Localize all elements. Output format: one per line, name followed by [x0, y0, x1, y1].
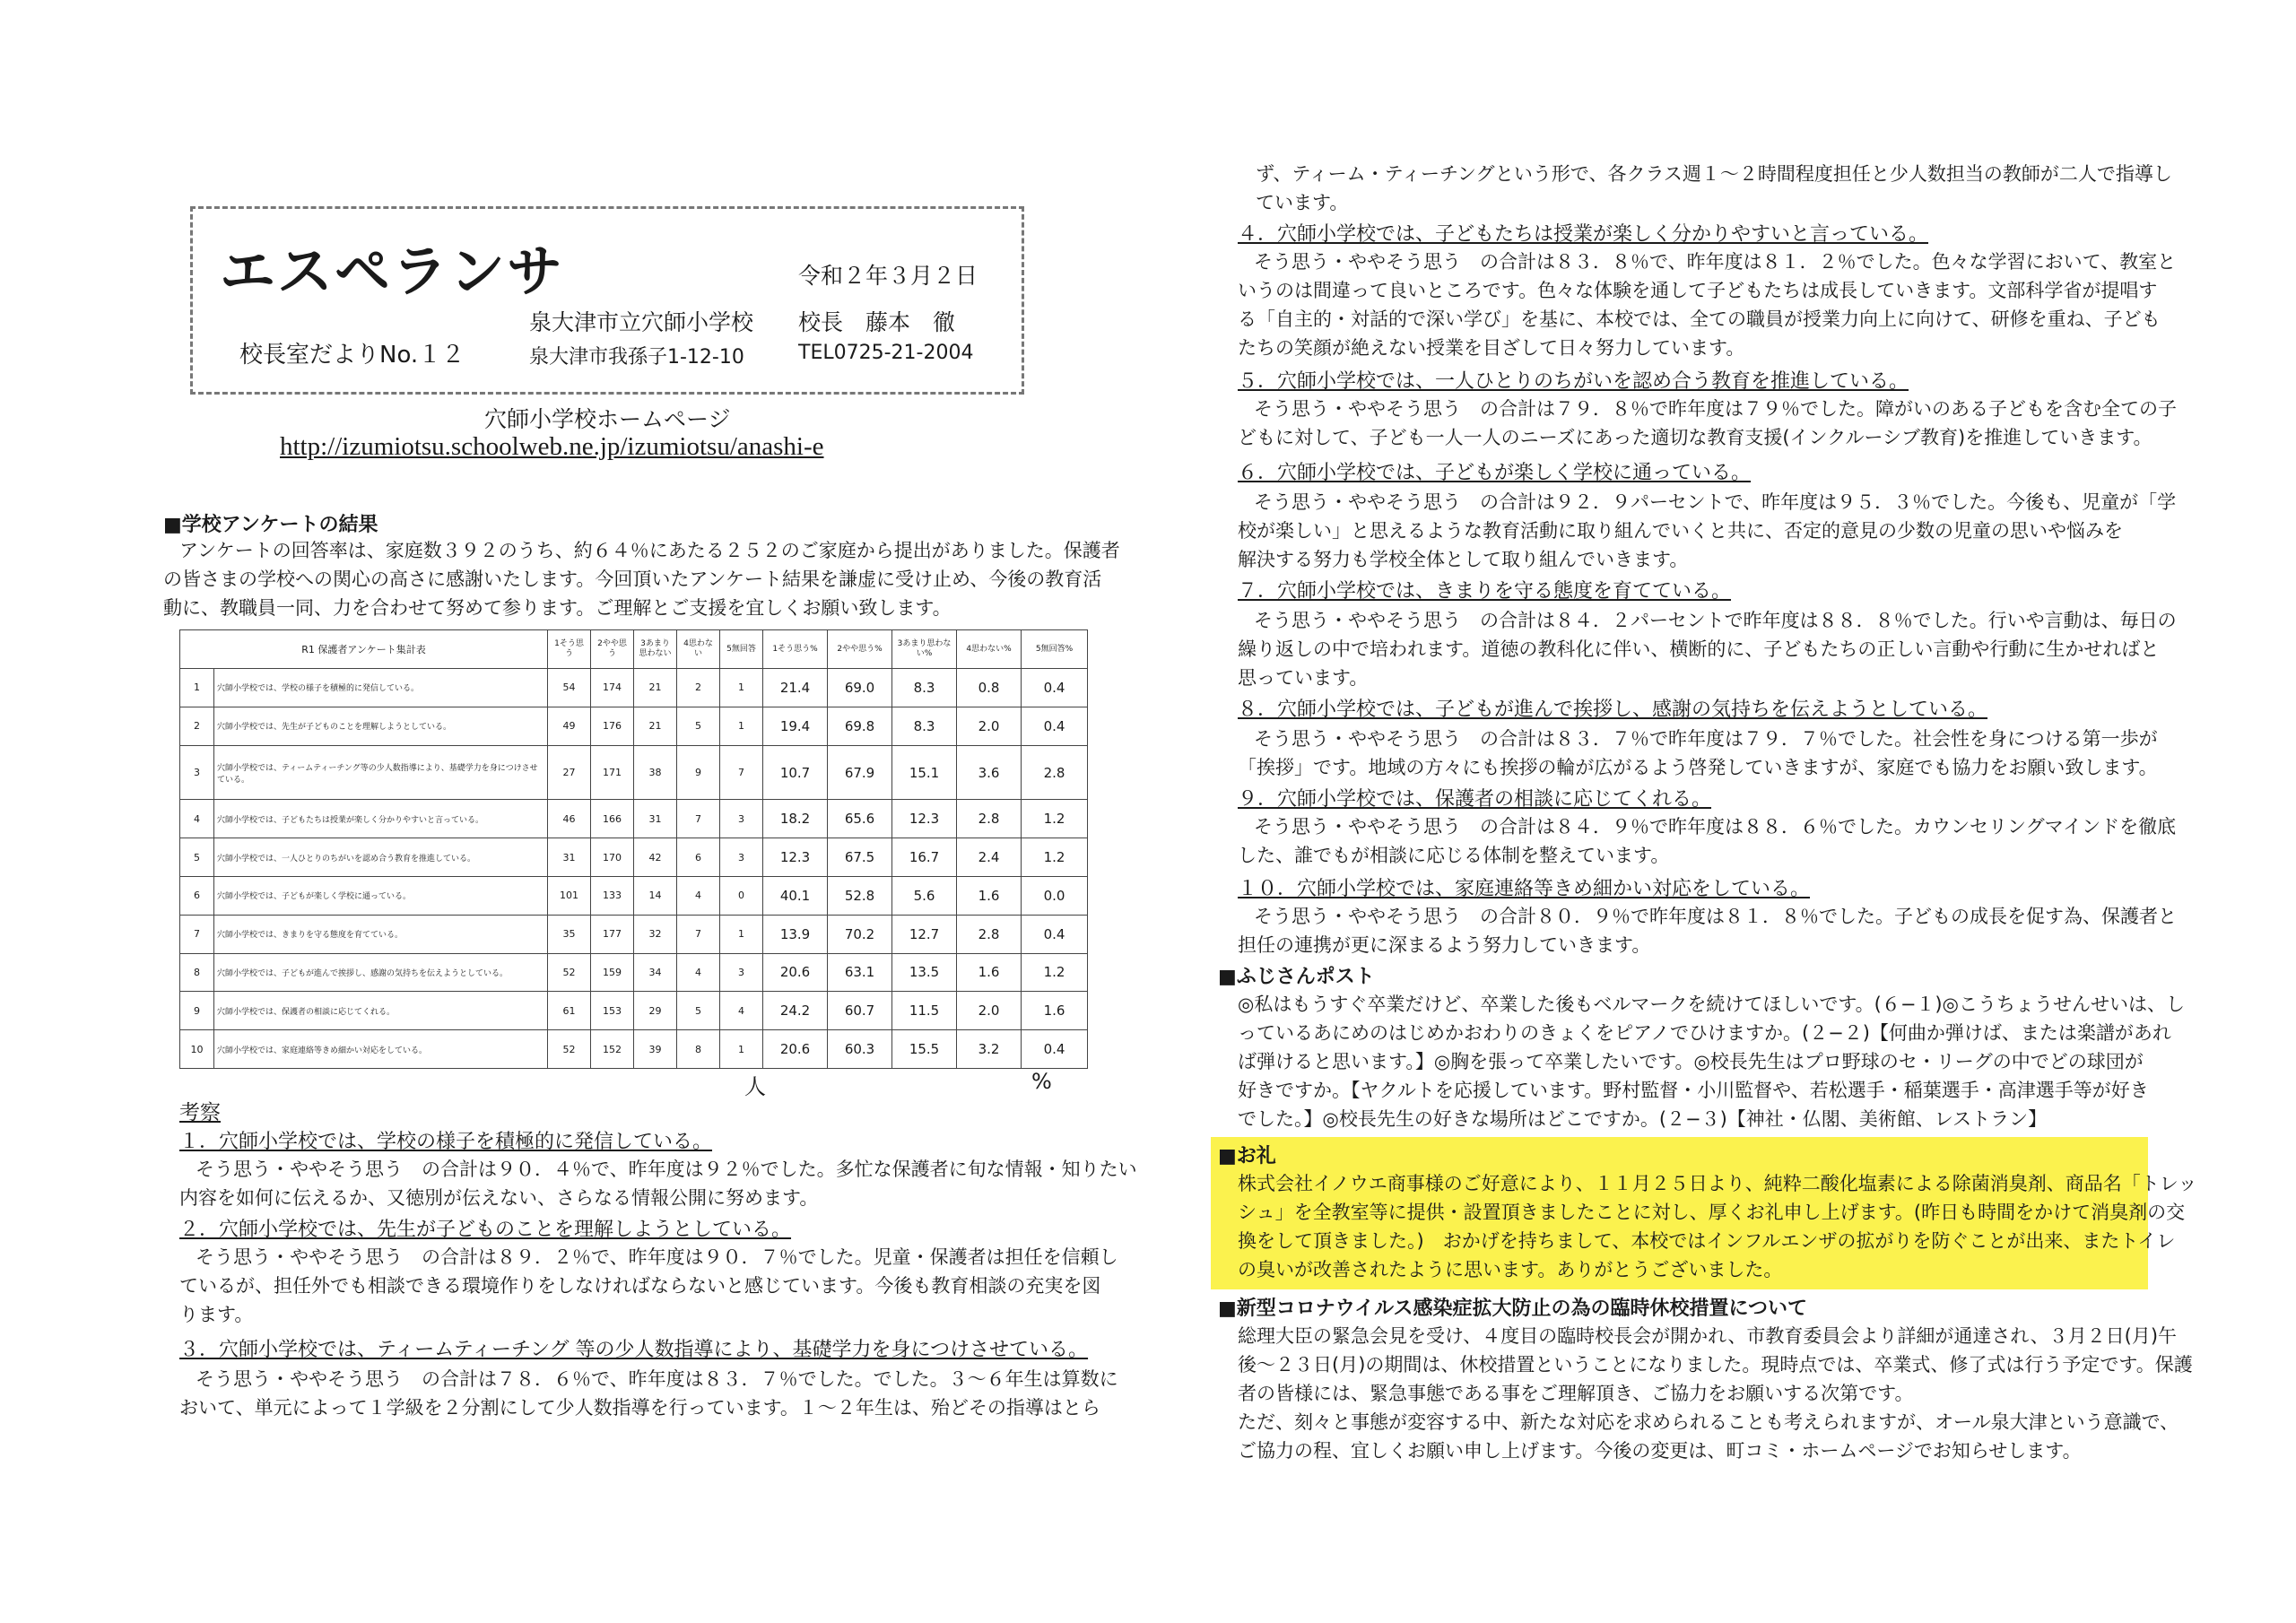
count-cell: 21 [634, 669, 677, 707]
count-cell: 7 [720, 745, 763, 800]
school-tel: TEL0725-21-2004 [798, 342, 974, 364]
percent-cell: 52.8 [828, 877, 892, 916]
fujisan-line: ◎私はもうすぐ卒業だけど、卒業した後もベルマークを続けてほしいです。(６−１)◎こうちょうせんせいは、し [1238, 994, 2185, 1015]
row-number-cell: 5 [180, 838, 214, 877]
percent-cell: 2.0 [957, 992, 1022, 1030]
survey-table [179, 629, 1088, 1069]
count-cell: 170 [591, 838, 634, 877]
table-header: 3あまり思わない% [892, 630, 957, 669]
item-heading: １．穴師小学校では、学校の様子を積極的に発信している。 [179, 1131, 713, 1153]
item-heading: ５．穴師小学校では、一人ひとりのちがいを認め合う教育を推進している。 [1238, 370, 1909, 393]
fujisan-line: っているあにめのはじめかおわりのきょくをピアノでひけますか。(２−２)【何曲か弾けば、または楽譜があれ [1238, 1022, 2171, 1044]
count-cell: 52 [548, 953, 591, 992]
unit-percent: % [1031, 1069, 1052, 1094]
item-line: そう思う・ややそう思う の合計は９０．４％で、昨年度は９２％でした。多忙な保護者に旬な情報・知りたい [196, 1159, 1137, 1180]
percent-cell: 5.6 [892, 877, 957, 916]
survey-intro-2: の皆さまの学校への関心の高さに感謝いたします。今回頂いたアンケート結果を謙虚に受け止め、今後の教育活 [163, 568, 1102, 590]
percent-cell: 16.7 [892, 838, 957, 877]
count-cell: 174 [591, 669, 634, 707]
count-cell: 159 [591, 953, 634, 992]
percent-cell: 20.6 [763, 953, 828, 992]
table-row [180, 669, 1088, 707]
percent-cell: 8.3 [892, 707, 957, 745]
percent-cell: 15.1 [892, 745, 957, 800]
item-line: そう思う・ややそう思う の合計は８３．８％で、昨年度は８１．２％でした。色々な学習において、教室と [1254, 251, 2177, 273]
thanks-line: 株式会社イノウエ商事様のご好意により、１１月２５日より、純粋二酸化塩素による除菌消臭剤、商品名「トレッ [1238, 1173, 2197, 1194]
percent-cell: 24.2 [763, 992, 828, 1030]
count-cell: 34 [634, 953, 677, 992]
percent-cell: 19.4 [763, 707, 828, 745]
percent-cell: 60.3 [828, 1030, 892, 1069]
item-line: いうのは間違って良いところです。色々な体験を通して子どもたちは成長していきます。文部科学省が提唱す [1238, 280, 2158, 301]
percent-cell: 63.1 [828, 953, 892, 992]
newsletter-header [190, 206, 1024, 395]
count-cell: 35 [548, 915, 591, 953]
percent-cell: 8.3 [892, 669, 957, 707]
count-cell: 4 [677, 953, 720, 992]
continued-line: ず、ティーム・ティーチングという形で、各クラス週１〜２時間程度担任と少人数担当の教師が二人で指導し [1256, 163, 2172, 185]
percent-cell: 1.6 [1022, 992, 1088, 1030]
row-number-cell: 2 [180, 707, 214, 745]
count-cell: 7 [677, 915, 720, 953]
count-cell: 52 [548, 1030, 591, 1069]
row-number-cell: 10 [180, 1030, 214, 1069]
percent-cell: 13.9 [763, 915, 828, 953]
item-line: おいて、単元によって１学級を２分割にして少人数指導を行っています。１〜２年生は、殆どその指導はとら [179, 1397, 1100, 1419]
percent-cell: 12.3 [892, 800, 957, 838]
count-cell: 7 [677, 800, 720, 838]
thanks-line: の臭いが改善されたように思います。ありがとうございました。 [1238, 1259, 1783, 1280]
question-cell: 穴師小学校では、家庭連絡等きめ細かい対応をしている。 [214, 1030, 548, 1069]
count-cell: 61 [548, 992, 591, 1030]
table-row [180, 707, 1088, 745]
percent-cell: 2.8 [957, 800, 1022, 838]
percent-cell: 1.6 [957, 953, 1022, 992]
survey-intro-1: アンケートの回答率は、家庭数３９２のうち、約６４％にあたる２５２のご家庭から提出がありました。保護者 [179, 540, 1120, 561]
count-cell: 29 [634, 992, 677, 1030]
percent-cell: 67.9 [828, 745, 892, 800]
item-line: どもに対して、子ども一人一人のニーズにあった適切な教育支援(インクルーシブ教育)を推進していきます。 [1238, 427, 2152, 448]
count-cell: 177 [591, 915, 634, 953]
item-line: そう思う・ややそう思う の合計８０．９％で昨年度は８１．８％でした。子どもの成長を促す為、保護者と [1254, 906, 2177, 927]
percent-cell: 12.3 [763, 838, 828, 877]
item-heading: ３．穴師小学校では、ティームティーチング 等の少人数指導により、基礎学力を身につけさせている。 [179, 1339, 1089, 1361]
item-heading: ４．穴師小学校では、子どもたちは授業が楽しく分かりやすいと言っている。 [1238, 223, 1929, 246]
count-cell: 1 [720, 707, 763, 745]
table-row [180, 1030, 1088, 1069]
principal-name: 校長 藤本 徹 [798, 309, 956, 335]
percent-cell: 20.6 [763, 1030, 828, 1069]
count-cell: 1 [720, 669, 763, 707]
issue-number: 校長室だよりNo.１２ [239, 342, 465, 369]
issue-date: 令和２年３月２日 [798, 263, 978, 289]
thanks-line: シュ」を全教室等に提供・設置頂きましたことに対し、厚くお礼申し上げます。(昨日も時間をかけて消臭剤の交 [1238, 1202, 2186, 1223]
item-line: そう思う・ややそう思う の合計は７９．８％で昨年度は７９％でした。障がいのある子どもを含む全ての子 [1254, 398, 2177, 420]
table-row [180, 992, 1088, 1030]
question-cell: 穴師小学校では、子どもが進んで挨拶し、感謝の気持ちを伝えようとしている。 [214, 953, 548, 992]
percent-cell: 15.5 [892, 1030, 957, 1069]
count-cell: 0 [720, 877, 763, 916]
percent-cell: 3.6 [957, 745, 1022, 800]
count-cell: 42 [634, 838, 677, 877]
item-line: 繰り返しの中で培われます。道徳の教科化に伴い、横断的に、子どもたちの正しい言動や行動に生かせればと [1238, 638, 2160, 660]
percent-cell: 0.4 [1022, 915, 1088, 953]
table-header: 5無回答% [1022, 630, 1088, 669]
count-cell: 31 [548, 838, 591, 877]
table-header: 3あまり思わない [634, 630, 677, 669]
table-header: 1そう思う [548, 630, 591, 669]
table-row [180, 800, 1088, 838]
row-number-cell: 4 [180, 800, 214, 838]
item-heading: ７．穴師小学校では、きまりを守る態度を育てている。 [1238, 580, 1732, 603]
percent-cell: 0.4 [1022, 1030, 1088, 1069]
count-cell: 3 [720, 838, 763, 877]
item-line: 担任の連携が更に深まるよう努力していきます。 [1238, 934, 1651, 956]
question-cell: 穴師小学校では、一人ひとりのちがいを認め合う教育を推進している。 [214, 838, 548, 877]
item-line: 解決する努力も学校全体として取り組んでいきます。 [1238, 549, 1689, 570]
count-cell: 9 [677, 745, 720, 800]
survey-table-body [180, 669, 1088, 1069]
item-line: そう思う・ややそう思う の合計は８３．７％で昨年度は７９．７％でした。社会性を身につける第一歩が [1254, 728, 2158, 750]
count-cell: 27 [548, 745, 591, 800]
item-line: した、誰でもが相談に応じる体制を整えています。 [1238, 845, 1670, 866]
item-heading: ６．穴師小学校では、子どもが楽しく学校に通っている。 [1238, 462, 1752, 484]
count-cell: 46 [548, 800, 591, 838]
percent-cell: 1.2 [1022, 953, 1088, 992]
percent-cell: 40.1 [763, 877, 828, 916]
count-cell: 14 [634, 877, 677, 916]
item-line: 校が楽しい」と思えるような教育活動に取り組んでいくと共に、否定的意見の少数の児童の思いや悩みを [1238, 520, 2123, 542]
percent-cell: 3.2 [957, 1030, 1022, 1069]
percent-cell: 12.7 [892, 915, 957, 953]
percent-cell: 0.0 [1022, 877, 1088, 916]
item-line: そう思う・ややそう思う の合計は８４．２パーセントで昨年度は８８．８％でした。行いや言動は、毎日の [1254, 610, 2177, 631]
question-cell: 穴師小学校では、きまりを守る態度を育てている。 [214, 915, 548, 953]
row-number-cell: 8 [180, 953, 214, 992]
item-line: ているが、担任外でも相談できる環境作りをしなければならないと感じています。今後も教育相談の充実を図 [179, 1275, 1101, 1297]
percent-cell: 65.6 [828, 800, 892, 838]
count-cell: 166 [591, 800, 634, 838]
count-cell: 3 [720, 953, 763, 992]
table-row [180, 745, 1088, 800]
percent-cell: 1.2 [1022, 800, 1088, 838]
item-line: そう思う・ややそう思う の合計は７８．６％で、昨年度は８３．７％でした。でした。３〜６年生は算数に [196, 1368, 1118, 1390]
question-cell: 穴師小学校では、保護者の相談に応じてくれる。 [214, 992, 548, 1030]
item-line: そう思う・ややそう思う の合計は８９．２％で、昨年度は９０．７％でした。児童・保護者は担任を信頼し [196, 1246, 1118, 1268]
count-cell: 5 [677, 707, 720, 745]
count-cell: 54 [548, 669, 591, 707]
row-number-cell: 7 [180, 915, 214, 953]
table-header: 5無回答 [720, 630, 763, 669]
item-heading: ９．穴師小学校では、保護者の相談に応じてくれる。 [1238, 788, 1712, 811]
count-cell: 21 [634, 707, 677, 745]
count-cell: 153 [591, 992, 634, 1030]
unit-people: 人 [744, 1074, 766, 1099]
count-cell: 4 [677, 877, 720, 916]
table-row [180, 953, 1088, 992]
count-cell: 1 [720, 915, 763, 953]
survey-heading: ■学校アンケートの結果 [163, 514, 378, 536]
count-cell: 32 [634, 915, 677, 953]
count-cell: 49 [548, 707, 591, 745]
percent-cell: 13.5 [892, 953, 957, 992]
percent-cell: 21.4 [763, 669, 828, 707]
table-row [180, 838, 1088, 877]
row-number-cell: 1 [180, 669, 214, 707]
row-number-cell: 9 [180, 992, 214, 1030]
item-line: たちの笑顔が絶えない授業を目ざして日々努力しています。 [1238, 337, 1745, 359]
percent-cell: 11.5 [892, 992, 957, 1030]
percent-cell: 1.6 [957, 877, 1022, 916]
question-cell: 穴師小学校では、学校の様子を積極的に発信している。 [214, 669, 548, 707]
count-cell: 4 [720, 992, 763, 1030]
percent-cell: 2.8 [957, 915, 1022, 953]
item-heading: ８．穴師小学校では、子どもが進んで挨拶し、感謝の気持ちを伝えようとしている。 [1238, 699, 1988, 721]
count-cell: 176 [591, 707, 634, 745]
count-cell: 3 [720, 800, 763, 838]
table-header: 4思わない [677, 630, 720, 669]
question-cell: 穴師小学校では、子どもが楽しく学校に通っている。 [214, 877, 548, 916]
item-line: そう思う・ややそう思う の合計は８４．９％で昨年度は８８．６％でした。カウンセリングマインドを徹底 [1254, 816, 2177, 838]
corona-line: 総理大臣の緊急会見を受け、４度目の臨時校長会が開かれ、市教育委員会より詳細が通達され、３月２日(月)午 [1238, 1325, 2178, 1347]
percent-cell: 10.7 [763, 745, 828, 800]
corona-line: 後〜２３日(月)の期間は、休校措置ということになりました。現時点では、卒業式、修了式は行う予定です。保護 [1238, 1354, 2193, 1376]
table-row [180, 877, 1088, 916]
table-caption: R1 保護者アンケート集計表 [180, 630, 548, 669]
percent-cell: 60.7 [828, 992, 892, 1030]
percent-cell: 67.5 [828, 838, 892, 877]
percent-cell: 0.8 [957, 669, 1022, 707]
item-line: そう思う・ややそう思う の合計は９２．９パーセントで、昨年度は９５．３％でした。今後も、児童が「学 [1254, 491, 2177, 513]
table-header-row [180, 630, 1088, 669]
fujisan-line: でした。】◎校長先生の好きな場所はどこですか。(２−３)【神社・仏閣、美術館、レストラン】 [1238, 1108, 2048, 1130]
homepage-title: 穴師小学校ホームページ [484, 406, 731, 432]
item-heading: １０．穴師小学校では、家庭連絡等きめ細かい対応をしている。 [1238, 878, 1811, 900]
percent-cell: 2.8 [1022, 745, 1088, 800]
percent-cell: 70.2 [828, 915, 892, 953]
homepage-url[interactable]: http://izumiotsu.schoolweb.ne.jp/izumiotsu/anashi-e [280, 432, 824, 461]
count-cell: 39 [634, 1030, 677, 1069]
count-cell: 171 [591, 745, 634, 800]
thanks-line: 換をして頂きました。) おかげを持ちまして、本校ではインフルエンザの拡がりを防ぐことが出来、またトイレ [1238, 1230, 2176, 1252]
table-header: 4思わない% [957, 630, 1022, 669]
continued-line: ています。 [1256, 192, 1349, 213]
count-cell: 101 [548, 877, 591, 916]
count-cell: 8 [677, 1030, 720, 1069]
corona-line: ただ、刻々と事態が変容する中、新たな対応を求められることも考えられますが、オール泉大津という意識で、 [1238, 1411, 2179, 1433]
survey-intro-3: 動に、教職員一同、力を合わせて努めて参ります。ご理解とご支援を宜しくお願い致します。 [163, 597, 952, 619]
percent-cell: 2.0 [957, 707, 1022, 745]
kousatsu-heading: 考察 [179, 1101, 221, 1124]
item-line: る「自主的・対話的で深い学び」を基に、本校では、全ての職員が授業力向上に向けて、研修を重ね、子ども [1238, 308, 2161, 330]
count-cell: 6 [677, 838, 720, 877]
fujisan-line: 好きですか。【ヤクルトを応援しています。野村監督・小川監督や、若松選手・稲葉選手・高津選手等が好き [1238, 1080, 2149, 1101]
row-number-cell: 6 [180, 877, 214, 916]
percent-cell: 0.4 [1022, 707, 1088, 745]
corona-line: 者の皆様には、緊急事態である事をご理解頂き、ご協力をお願いする次第です。 [1238, 1383, 1914, 1404]
item-line: 内容を如何に伝えるか、又徳別が伝えない、さらなる情報公開に努めます。 [179, 1187, 819, 1209]
item-heading: ２．穴師小学校では、先生が子どものことを理解しようとしている。 [179, 1219, 792, 1241]
item-line: ります。 [179, 1304, 254, 1325]
table-header: 2やや思う [591, 630, 634, 669]
table-row [180, 915, 1088, 953]
count-cell: 31 [634, 800, 677, 838]
newsletter-title: エスペランサ [220, 239, 565, 304]
percent-cell: 69.8 [828, 707, 892, 745]
corona-heading: ■新型コロナウイルス感染症拡大防止の為の臨時休校措置について [1218, 1298, 1808, 1320]
count-cell: 38 [634, 745, 677, 800]
thanks-heading: ■お礼 [1218, 1145, 1276, 1167]
question-cell: 穴師小学校では、先生が子どものことを理解しようとしている。 [214, 707, 548, 745]
percent-cell: 1.2 [1022, 838, 1088, 877]
table-header: 1そう思う% [763, 630, 828, 669]
count-cell: 152 [591, 1030, 634, 1069]
school-name: 泉大津市立穴師小学校 [529, 309, 754, 335]
count-cell: 133 [591, 877, 634, 916]
percent-cell: 2.4 [957, 838, 1022, 877]
count-cell: 5 [677, 992, 720, 1030]
question-cell: 穴師小学校では、ティームティーチング等の少人数指導により、基礎学力を身につけさせている。 [214, 745, 548, 800]
percent-cell: 69.0 [828, 669, 892, 707]
row-number-cell: 3 [180, 745, 214, 800]
count-cell: 2 [677, 669, 720, 707]
table-header: 2やや思う% [828, 630, 892, 669]
count-cell: 1 [720, 1030, 763, 1069]
fujisan-line: ば弾けると思います。】◎胸を張って卒業したいです。◎校長先生はプロ野球のセ・リーグの中でどの球団が [1238, 1051, 2144, 1072]
percent-cell: 0.4 [1022, 669, 1088, 707]
school-address: 泉大津市我孫子1-12-10 [529, 346, 744, 369]
percent-cell: 18.2 [763, 800, 828, 838]
item-line: 思っています。 [1238, 667, 1369, 689]
question-cell: 穴師小学校では、子どもたちは授業が楽しく分かりやすいと言っている。 [214, 800, 548, 838]
fujisan-heading: ■ふじさんポスト [1218, 966, 1375, 988]
item-line: 「挨拶」です。地域の方々にも挨拶の輪が広がるよう啓発していきますが、家庭でも協力をお願い致します。 [1238, 757, 2158, 778]
corona-line: ご協力の程、宜しくお願い申し上げます。今後の変更は、町コミ・ホームページでお知らせします。 [1238, 1440, 2082, 1462]
